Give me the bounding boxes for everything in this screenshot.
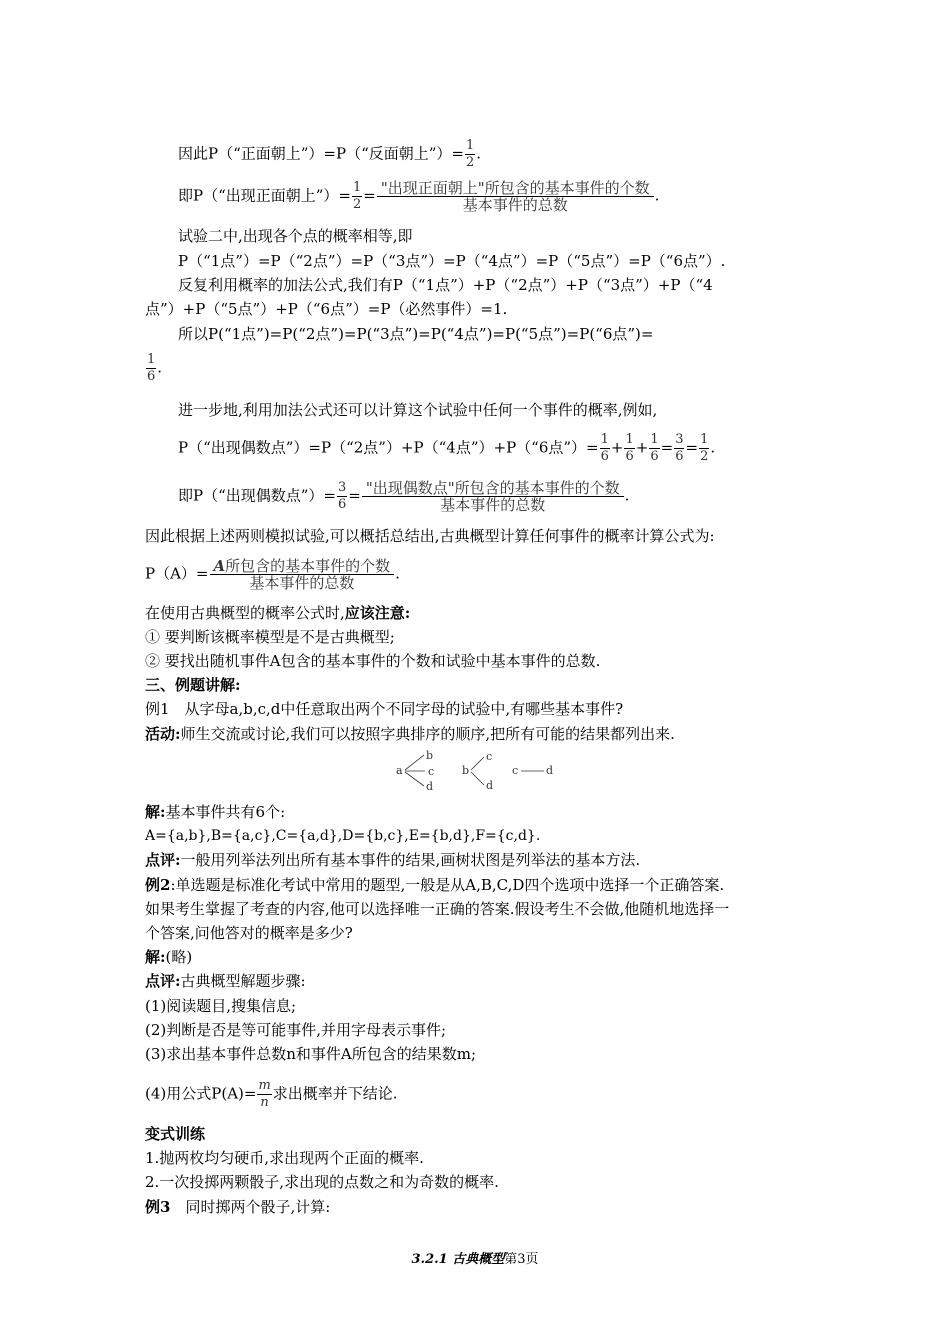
text-line: 如果考生掌握了考查的内容,他可以选择唯一正确的答案.假设考生不会做,他随机地选择一 [145,900,730,918]
text-line: 2.一次投掷两颗骰子,求出现的点数之和为奇数的概率. [145,1173,499,1191]
text-line: 点”）+P（“5点”）+P（“6点”）=P（必然事件）=1. [145,300,508,318]
fraction: $\frac{\text{"出现正面朝上"所包含的基本事件的个数}}{\text{基本事件的总数}}$ [377,180,654,213]
page-footer: 3.2.1 古典概型第3页 [411,1252,539,1267]
text-line: 点评:一般用列举法列出所有基本事件的结果,画树状图是列举法的基本方法. [145,851,641,869]
text-line: 在使用古典概型的概率公式时,应该注意: [145,604,411,622]
text-line: 点评:古典概型解题步骤: [145,972,306,990]
svg-text:d: d [426,780,434,793]
text-line: 活动:师生交流或讨论,我们可以按照字典排序的顺序,把所有可能的结果都列出来. [145,725,675,743]
text-line: $\frac{1}{6}$ . [147,352,163,384]
text-line: 1.抛两枚均匀硬币,求出现两个正面的概率. [145,1149,424,1167]
svg-text:c: c [428,765,435,778]
formula-line: P（A）= $\frac{\text{A所包含的基本事件的个数}}{\text{基本事件的总数}}$ . [145,557,400,592]
text: 因此P（“正面朝上”）=P（“反面朝上”）= [178,144,464,163]
formula-line: 即P（“出现正面朝上”）= $\frac{1}{2}$ = $\frac{\text{"出现正面朝上"所包含的基本事件的个数}}{\text{基本事件的总数}}$ . [178,179,660,214]
text-line: 例1 从字母a,b,c,d中任意取出两个不同字母的试验中,有哪些基本事件? [145,700,624,718]
formula-line: (4)用公式P(A)= $\frac{m}{n}$ 求出概率并下结论. [145,1078,398,1110]
text-line: 解:基本事件共有6个: [145,803,286,821]
svg-text:b: b [462,764,470,777]
text-line: 例3 同时掷两个骰子,计算: [145,1198,331,1216]
text: 即P（“出现正面朝上”）= [178,186,351,205]
text-line: ② 要找出随机事件A包含的基本事件的个数和试验中基本事件的总数. [145,652,601,670]
tree-node-a: a [396,764,403,777]
text-line: A={a,b},B={a,c},C={a,d},D={b,c},E={b,d},F={c,d}. [145,828,541,844]
text-line: 因此P（“正面朝上”）=P（“反面朝上”）= $\frac{1}{2}$ . [178,138,482,170]
fraction: $\frac{1}{6}$ [147,352,156,384]
text-line: 反复利用概率的加法公式,我们有P（“1点”）+P（“2点”）+P（“3点”）+P（“4 [178,276,713,294]
formula-line: P（“出现偶数点”）=P（“2点”）+P（“4点”）+P（“6点”）= $\frac{1}{6}$ + $\frac{1}{6}$ + $\frac{1}{6}$ = $\frac{3}{6}$ = $\frac{1}{2}$ . [178,432,716,464]
text-line: (3)求出基本事件总数n和事件A所包含的结果数m; [145,1045,477,1063]
section-heading: 变式训练 [145,1125,206,1143]
text-line: (2)判断是否是等可能事件,并用字母表示事件; [145,1021,447,1039]
text-line: 个答案,问他答对的概率是多少? [145,924,353,942]
text-line: (1)阅读题目,搜集信息; [145,997,297,1015]
section-heading: 三、例题讲解: [145,676,241,694]
text-line: 试验二中,出现各个点的概率相等,即 [178,227,413,245]
svg-text:c: c [512,764,519,777]
svg-text:c: c [486,750,493,763]
tree-diagram [390,746,570,794]
formula-line: 即P（“出现偶数点”）= $\frac{3}{6}$ = $\frac{\text{"出现偶数点"所包含的基本事件的个数}}{\text{基本事件的总数}}$ . [178,479,630,514]
text-line: 例2:单选题是标准化考试中常用的题型,一般是从A,B,C,D四个选项中选择一个正确答案. [145,876,725,894]
fraction: $\frac{1}{2}$ [353,180,362,212]
fraction: $\frac{1}{2}$ [466,138,475,170]
text-line: 进一步地,利用加法公式还可以计算这个试验中任何一个事件的概率,例如, [178,401,658,419]
text-line: 解:(略) [145,948,193,966]
text-line: 因此根据上述两则模拟试验,可以概括总结出,古典概型计算任何事件的概率计算公式为: [145,527,715,545]
text-line: ① 要判断该概率模型是不是古典概型; [145,628,395,646]
text-line: P（“1点”）=P（“2点”）=P（“3点”）=P（“4点”）=P（“5点”）=P（“6点”）. [178,252,726,270]
svg-text:b: b [426,749,434,762]
svg-text:d: d [546,764,554,777]
svg-text:d: d [486,779,494,792]
text-line: 所以P(“1点”)=P(“2点”)=P(“3点”)=P(“4点”)=P(“5点”)=P(“6点”)= [178,325,654,343]
